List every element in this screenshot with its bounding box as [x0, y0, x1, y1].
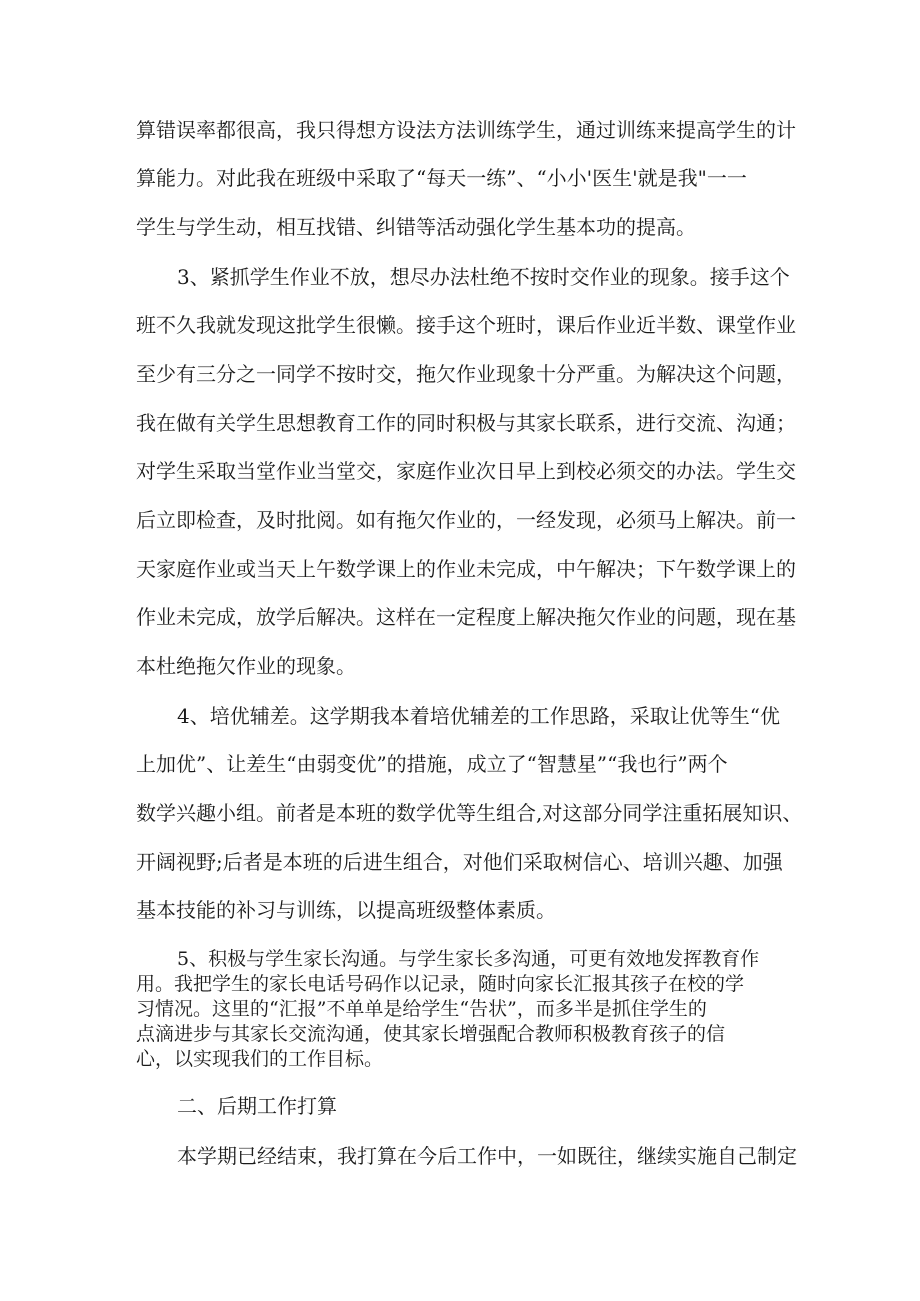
text-line: 心，以实现我们的工作目标。: [136, 1048, 384, 1070]
text-line: 基本技能的补习与训练，以提高班级整体素质。: [136, 898, 556, 922]
text-line: 5、积极与学生家长沟通。与学生家长多沟通，可更有效地发挥教育作: [177, 948, 760, 970]
text-line: 点滴进步与其家长交流沟通，使其家长增强配合教师积极教育孩子的信: [136, 1023, 726, 1045]
text-line: 3、紧抓学生作业不放，想尽办法杜绝不按时交作业的现象。接手这个: [177, 265, 790, 289]
text-line: 本学期已经结束，我打算在今后工作中，一如既往，继续实施自己制定: [177, 1144, 797, 1168]
text-line: 习情况。这里的“汇报”不单单是给学生“告状”，而多半是抓住学生的: [136, 998, 707, 1020]
section-title: 二、后期工作打算: [177, 1094, 337, 1118]
text-line: 班不久我就发现这批学生很懒。接手这个班时，课后作业近半数、课堂作业: [136, 313, 796, 337]
text-line: 开阔视野;后者是本班的后进生组合，对他们采取树信心、培训兴趣、加强: [136, 850, 783, 874]
text-line: 对学生采取当堂作业当堂交，家庭作业次日早上到校必须交的办法。学生交: [136, 459, 796, 483]
text-line: 我在做有关学生思想教育工作的同时积极与其家长联系，进行交流、沟通；: [136, 411, 796, 435]
text-line: 用。我把学生的家长电话号码作以记录，随时向家长汇报其孩子在校的学: [136, 973, 745, 995]
text-line: 作业未完成，放学后解决。这样在一定程度上解决拖欠作业的问题，现在基: [136, 605, 796, 629]
text-line: 4、培优辅差。这学期我本着培优辅差的工作思路，采取让优等生“优: [177, 704, 780, 728]
text-line: 算能力。对此我在班级中采取了“每天一练”、“小小'医生'就是我"一一: [136, 166, 747, 190]
text-line: 数学兴趣小组。前者是本班的数学优等生组合,对这部分同学注重拓展知识、: [136, 801, 803, 825]
text-line: 学生与学生动，相互找错、纠错等活动强化学生基本功的提高。: [136, 215, 696, 239]
text-line: 上加优”、让差生“由弱变优”的措施，成立了“智慧星”“我也行”两个: [136, 752, 728, 776]
text-line: 本杜绝拖欠作业的现象。: [136, 654, 356, 678]
text-line: 后立即检查，及时批阅。如有拖欠作业的，一经发现，必须马上解决。前一: [136, 508, 796, 532]
text-line: 天家庭作业或当天上午数学课上的作业未完成，中午解决；下午数学课上的: [136, 557, 796, 581]
text-line: 至少有三分之一同学不按时交，拖欠作业现象十分严重。为解决这个问题，: [136, 362, 796, 386]
text-line: 算错误率都很高，我只得想方设法方法训练学生，通过训练来提高学生的计: [136, 118, 796, 142]
